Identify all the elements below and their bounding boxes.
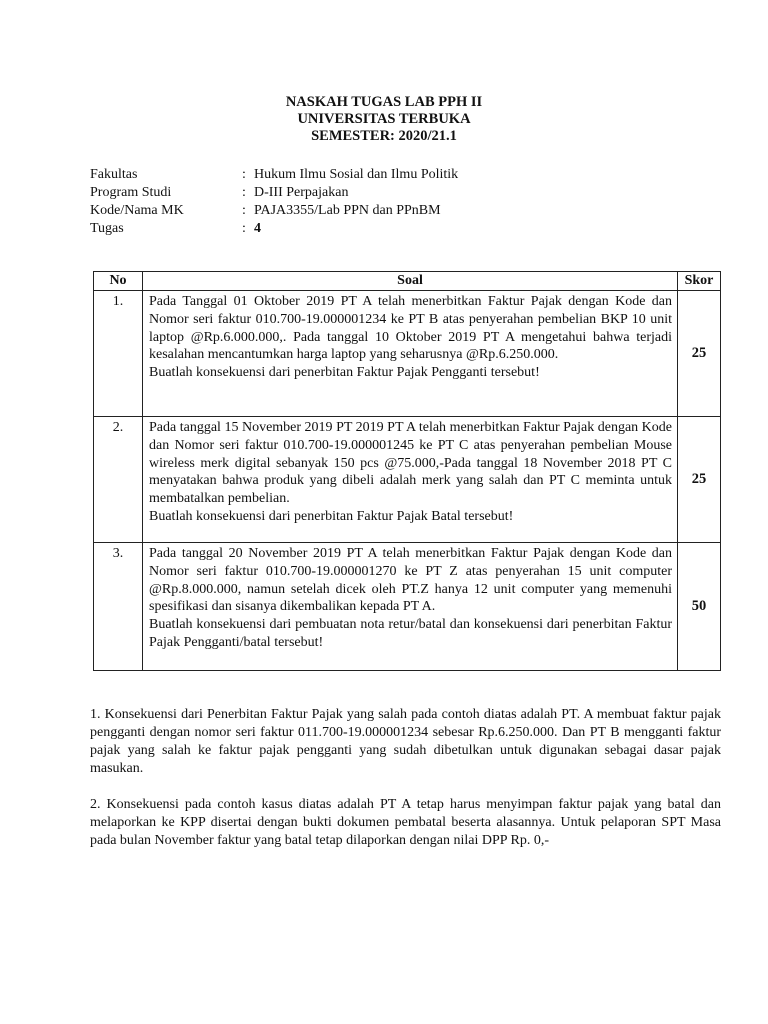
table-header-row	[94, 272, 721, 291]
info-row-tugas	[90, 220, 458, 238]
row-number: 3.	[94, 543, 143, 671]
question-cell	[143, 291, 678, 417]
question-text: Pada tanggal 15 November 2019 PT 2019 PT A telah menerbitkan Faktur Pajak dengan Kode dan Nomor seri faktur 010.700-19.000001245 ke PT C atas penyerahan pembelian Mouse wireless merk digital sebanyak 150 pcs @75.000,-Pada tanggal 18 November 2018 PT C menyatakan bahwa produk yang dibeli adalah merk yang salah dan PT C meminta untuk membatalkan pembelian.	[149, 420, 672, 507]
info-label: Program Studi	[90, 185, 172, 200]
title-line-3: SEMESTER: 2020/21.1	[311, 128, 457, 144]
score-cell: 25	[678, 417, 721, 543]
answer-paragraph-1: 1. Konsekuensi dari Penerbitan Faktur Pajak yang salah pada contoh diatas adalah PT. A membuat faktur pajak pengganti dengan nomor seri faktur 011.700-19.000001234 sebesar Rp.6.250.000. Dan PT B mengganti faktur pajak yang salah ke faktur pajak pengganti yang sudah dibetulkan untuk digunakan sebagai dasar pajak masukan.	[90, 707, 721, 776]
info-row-fakultas	[90, 166, 458, 184]
info-colon: :	[242, 221, 246, 236]
info-value: 4	[254, 221, 261, 236]
info-colon: :	[242, 167, 246, 182]
info-value: D-III Perpajakan	[254, 185, 349, 200]
title-line-1: NASKAH TUGAS LAB PPH II	[285, 94, 483, 110]
table-row	[94, 291, 721, 417]
score-cell: 50	[678, 543, 721, 671]
info-row-kode-mk	[90, 202, 458, 220]
title-line-2: UNIVERSITAS TERBUKA	[297, 111, 471, 127]
answers-section	[90, 706, 721, 868]
row-number: 2.	[94, 417, 143, 543]
info-colon: :	[242, 203, 246, 218]
answer-paragraph-2: 2. Konsekuensi pada contoh kasus diatas adalah PT A tetap harus menyimpan faktur pajak yang batal dan melaporkan ke KPP disertai dengan bukti dokumen pembatal beserta alasannya. Untuk pelaporan SPT Masa pada bulan November faktur yang batal tetap dilaporkan dengan nilai DPP Rp. 0,-	[90, 797, 721, 848]
table-row	[94, 417, 721, 543]
info-label: Tugas	[90, 221, 124, 236]
questions-table	[93, 271, 721, 671]
info-value: Hukum Ilmu Sosial dan Ilmu Politik	[254, 167, 459, 182]
header-no: No	[94, 272, 143, 291]
info-label: Fakultas	[90, 167, 138, 182]
info-label: Kode/Nama MK	[90, 203, 184, 218]
info-colon: :	[242, 185, 246, 200]
header-soal: Soal	[143, 272, 678, 291]
question-instruction: Buatlah konsekuensi dari penerbitan Faktur Pajak Pengganti tersebut!	[149, 365, 540, 381]
header-skor: Skor	[678, 272, 721, 291]
question-text: Pada Tanggal 01 Oktober 2019 PT A telah menerbitkan Faktur Pajak dengan Kode dan Nomor seri faktur 010.700-19.000001234 ke PT B atas penyerahan pembelian BKP 10 unit laptop @Rp.6.000.000,. Pada tanggal 10 Oktober 2019 PT A mengetahui bahwa terjadi kesalahan mencantumkan harga laptop yang seharusnya @Rp.6.250.000.	[149, 294, 672, 363]
info-row-program-studi	[90, 184, 458, 202]
score-cell: 25	[678, 291, 721, 417]
question-instruction: Buatlah konsekuensi dari pembuatan nota retur/batal dan konsekuensi dari penerbitan Faktur Pajak Pengganti/batal tersebut!	[149, 617, 672, 650]
table-row	[94, 543, 721, 671]
document-title	[0, 94, 768, 145]
course-info	[90, 166, 458, 238]
question-cell	[143, 543, 678, 671]
question-instruction: Buatlah konsekuensi dari penerbitan Faktur Pajak Batal tersebut!	[149, 508, 514, 524]
info-value: PAJA3355/Lab PPN dan PPnBM	[254, 203, 441, 218]
row-number: 1.	[94, 291, 143, 417]
question-text: Pada tanggal 20 November 2019 PT A telah menerbitkan Faktur Pajak dengan Kode dan Nomor seri faktur 010.700-19.000001270 ke PT Z atas penyerahan 15 unit computer @Rp.8.000.000, namun setelah dicek oleh PT.Z hanya 12 unit computer yang memenuhi spesifikasi dan sisanya dikembalikan kepada PT A.	[149, 546, 672, 615]
question-cell	[143, 417, 678, 543]
